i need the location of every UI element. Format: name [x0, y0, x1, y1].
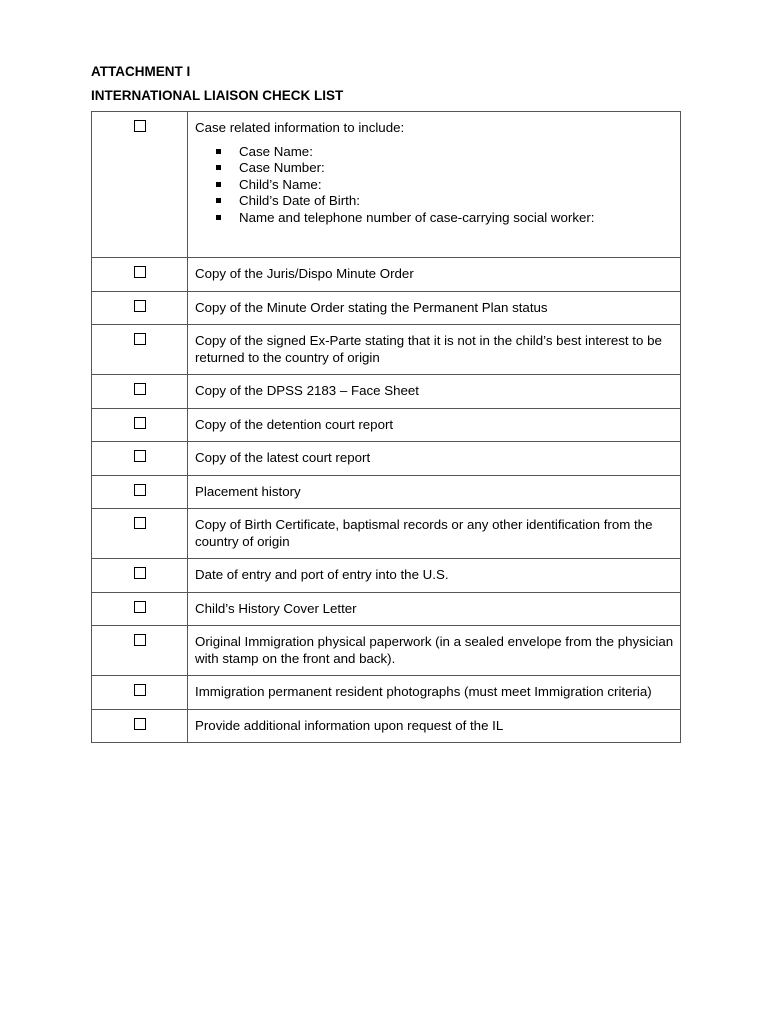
bullet-icon [216, 198, 221, 203]
case-info-list [195, 144, 674, 227]
item-text: Provide additional information upon request of the IL [188, 709, 681, 743]
case-info-item: Name and telephone number of case-carrying social worker: [216, 210, 674, 227]
bullet-icon [216, 215, 221, 220]
item-text: Placement history [188, 475, 681, 509]
bullet-icon [216, 149, 221, 154]
item-text: Copy of the Juris/Dispo Minute Order [188, 258, 681, 292]
bullet-icon [216, 182, 221, 187]
checkbox[interactable] [134, 484, 146, 496]
case-info-item: Case Number: [216, 160, 674, 177]
checkbox[interactable] [134, 120, 146, 132]
checkbox-cell [92, 559, 188, 593]
checkbox[interactable] [134, 601, 146, 613]
bullet-icon [216, 165, 221, 170]
case-info-item: Child’s Date of Birth: [216, 193, 674, 210]
checkbox-cell [92, 291, 188, 325]
item-text: Immigration permanent resident photographs (must meet Immigration criteria) [188, 676, 681, 710]
case-info-item: Case Name: [216, 144, 674, 161]
checkbox[interactable] [134, 300, 146, 312]
item-text: Child’s History Cover Letter [188, 592, 681, 626]
checkbox-cell [92, 475, 188, 509]
item-text-cell [188, 112, 681, 258]
checklist-table [91, 111, 681, 743]
checkbox-cell [92, 112, 188, 258]
checkbox[interactable] [134, 718, 146, 730]
checklist-row [92, 676, 681, 710]
checkbox-cell [92, 509, 188, 559]
case-info-item: Child’s Name: [216, 177, 674, 194]
checklist-row [92, 291, 681, 325]
checkbox[interactable] [134, 684, 146, 696]
checklist-row [92, 442, 681, 476]
checkbox[interactable] [134, 333, 146, 345]
checklist-row [92, 408, 681, 442]
page-title: INTERNATIONAL LIAISON CHECK LIST [91, 88, 344, 103]
checkbox[interactable] [134, 517, 146, 529]
checkbox-cell [92, 709, 188, 743]
checkbox[interactable] [134, 266, 146, 278]
checklist-row [92, 709, 681, 743]
checkbox[interactable] [134, 450, 146, 462]
attachment-label: ATTACHMENT I [91, 64, 191, 79]
item-text: Copy of the Minute Order stating the Permanent Plan status [188, 291, 681, 325]
item-text: Copy of Birth Certificate, baptismal records or any other identification from the country of origin [188, 509, 681, 559]
checkbox-cell [92, 258, 188, 292]
checklist-row [92, 626, 681, 676]
item-text: Copy of the signed Ex-Parte stating that it is not in the child’s best interest to be returned to the country of origin [188, 325, 681, 375]
checkbox-cell [92, 592, 188, 626]
checkbox[interactable] [134, 567, 146, 579]
item-text: Copy of the detention court report [188, 408, 681, 442]
checkbox-cell [92, 676, 188, 710]
checklist-row [92, 325, 681, 375]
checkbox-cell [92, 442, 188, 476]
checkbox-cell [92, 408, 188, 442]
checkbox[interactable] [134, 634, 146, 646]
checklist-row [92, 592, 681, 626]
checklist-row [92, 559, 681, 593]
checklist-row-case-info [92, 112, 681, 258]
checklist-row [92, 258, 681, 292]
checkbox[interactable] [134, 383, 146, 395]
checkbox-cell [92, 375, 188, 409]
item-text: Original Immigration physical paperwork (in a sealed envelope from the physician with stamp on the front and back). [188, 626, 681, 676]
checklist-row [92, 475, 681, 509]
item-text: Copy of the latest court report [188, 442, 681, 476]
checklist-row [92, 509, 681, 559]
case-info-intro: Case related information to include: [195, 120, 405, 135]
checklist-row [92, 375, 681, 409]
checkbox[interactable] [134, 417, 146, 429]
checkbox-cell [92, 325, 188, 375]
item-text: Copy of the DPSS 2183 – Face Sheet [188, 375, 681, 409]
checkbox-cell [92, 626, 188, 676]
item-text: Date of entry and port of entry into the U.S. [188, 559, 681, 593]
